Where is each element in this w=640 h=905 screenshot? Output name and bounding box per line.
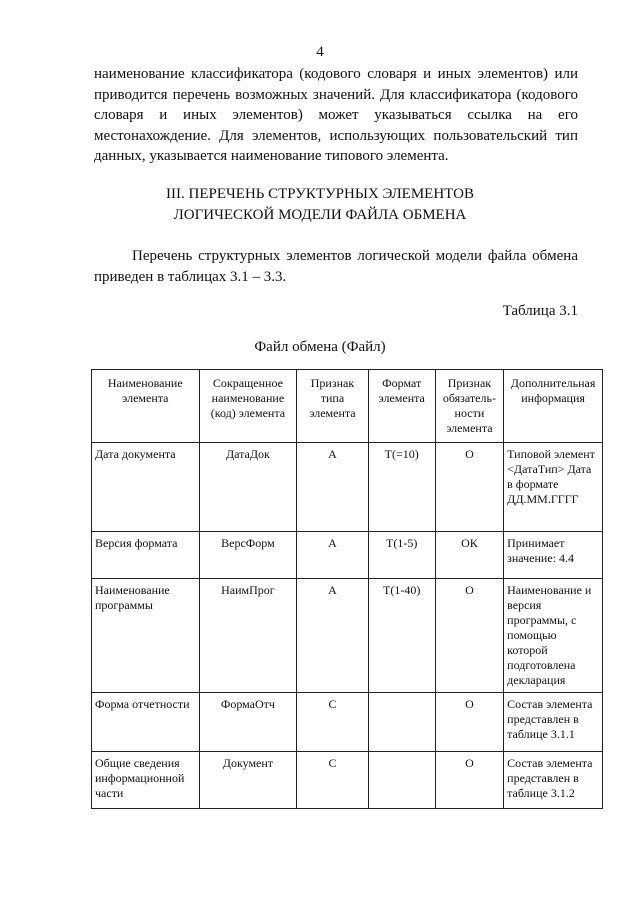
cell-required-flag: О bbox=[435, 579, 503, 693]
table-header-row bbox=[92, 370, 603, 443]
cell-short-name: ДатаДок bbox=[199, 443, 297, 532]
cell-required-flag: О bbox=[435, 693, 503, 752]
table-row bbox=[92, 579, 603, 693]
cell-short-name: ВерсФорм bbox=[199, 532, 297, 579]
cell-format bbox=[368, 693, 435, 752]
cell-additional-info: Принимает значение: 4.4 bbox=[504, 532, 603, 579]
cell-short-name: НаимПрог bbox=[199, 579, 297, 693]
cell-format: Т(1-5) bbox=[368, 532, 435, 579]
cell-additional-info: Наименование и версия программы, с помощью которой подготовлена декларация bbox=[504, 579, 603, 693]
table-row bbox=[92, 443, 603, 532]
cell-element-name: Дата документа bbox=[92, 443, 200, 532]
cell-short-name: ФормаОтч bbox=[199, 693, 297, 752]
cell-type-flag: А bbox=[297, 532, 369, 579]
cell-element-name: Версия формата bbox=[92, 532, 200, 579]
cell-additional-info: Типовой элемент <ДатаТип> Дата в формате ДД.ММ.ГГГГ bbox=[504, 443, 603, 532]
section-heading-line-1: III. ПЕРЕЧЕНЬ СТРУКТУРНЫХ ЭЛЕМЕНТОВ bbox=[166, 186, 474, 202]
cell-additional-info: Состав элемента представлен в таблице 3.1.2 bbox=[504, 752, 603, 809]
cell-type-flag: А bbox=[297, 443, 369, 532]
table-row bbox=[92, 532, 603, 579]
table-reference-paragraph: Перечень структурных элементов логической модели файла обмена приведен в таблицах 3.1 – 3.3. bbox=[94, 248, 578, 285]
cell-element-name: Общие сведения информационной части bbox=[92, 752, 200, 809]
cell-additional-info: Состав элемента представлен в таблице 3.1.1 bbox=[504, 693, 603, 752]
table-title: Файл обмена (Файл) bbox=[254, 339, 386, 355]
structure-table bbox=[91, 369, 603, 809]
page-number: 4 bbox=[316, 44, 324, 60]
table-row bbox=[92, 752, 603, 809]
section-heading bbox=[0, 184, 640, 226]
cell-required-flag: О bbox=[435, 443, 503, 532]
cell-format: Т(1-40) bbox=[368, 579, 435, 693]
table-label: Таблица 3.1 bbox=[502, 303, 578, 319]
section-heading-line-2: ЛОГИЧЕСКОЙ МОДЕЛИ ФАЙЛА ОБМЕНА bbox=[173, 207, 467, 223]
header-type-flag: Признак типа элемента bbox=[297, 370, 369, 443]
cell-format: Т(=10) bbox=[368, 443, 435, 532]
cell-short-name: Документ bbox=[199, 752, 297, 809]
cell-required-flag: ОК bbox=[435, 532, 503, 579]
cell-type-flag: С bbox=[297, 693, 369, 752]
cell-type-flag: А bbox=[297, 579, 369, 693]
header-element-name: Наименование элемента bbox=[92, 370, 200, 443]
cell-type-flag: С bbox=[297, 752, 369, 809]
header-additional-info: Дополнительная информация bbox=[504, 370, 603, 443]
cell-required-flag: О bbox=[435, 752, 503, 809]
table-row bbox=[92, 693, 603, 752]
intro-paragraph: наименование классификатора (кодового словаря и иных элементов) или приводится перечень возможных значений. Для классификатора (кодового словаря и иных элементов) может указываться ссылка на его местонахождение. Для элементов, использующих пользовательский тип данных, указывается наименование типового элемента. bbox=[94, 66, 578, 164]
cell-element-name: Форма отчетности bbox=[92, 693, 200, 752]
cell-format bbox=[368, 752, 435, 809]
header-short-name: Сокращенное наименование (код) элемента bbox=[199, 370, 297, 443]
cell-element-name: Наименование программы bbox=[92, 579, 200, 693]
header-format: Формат элемента bbox=[368, 370, 435, 443]
header-required-flag: Признак обязатель-ности элемента bbox=[435, 370, 503, 443]
